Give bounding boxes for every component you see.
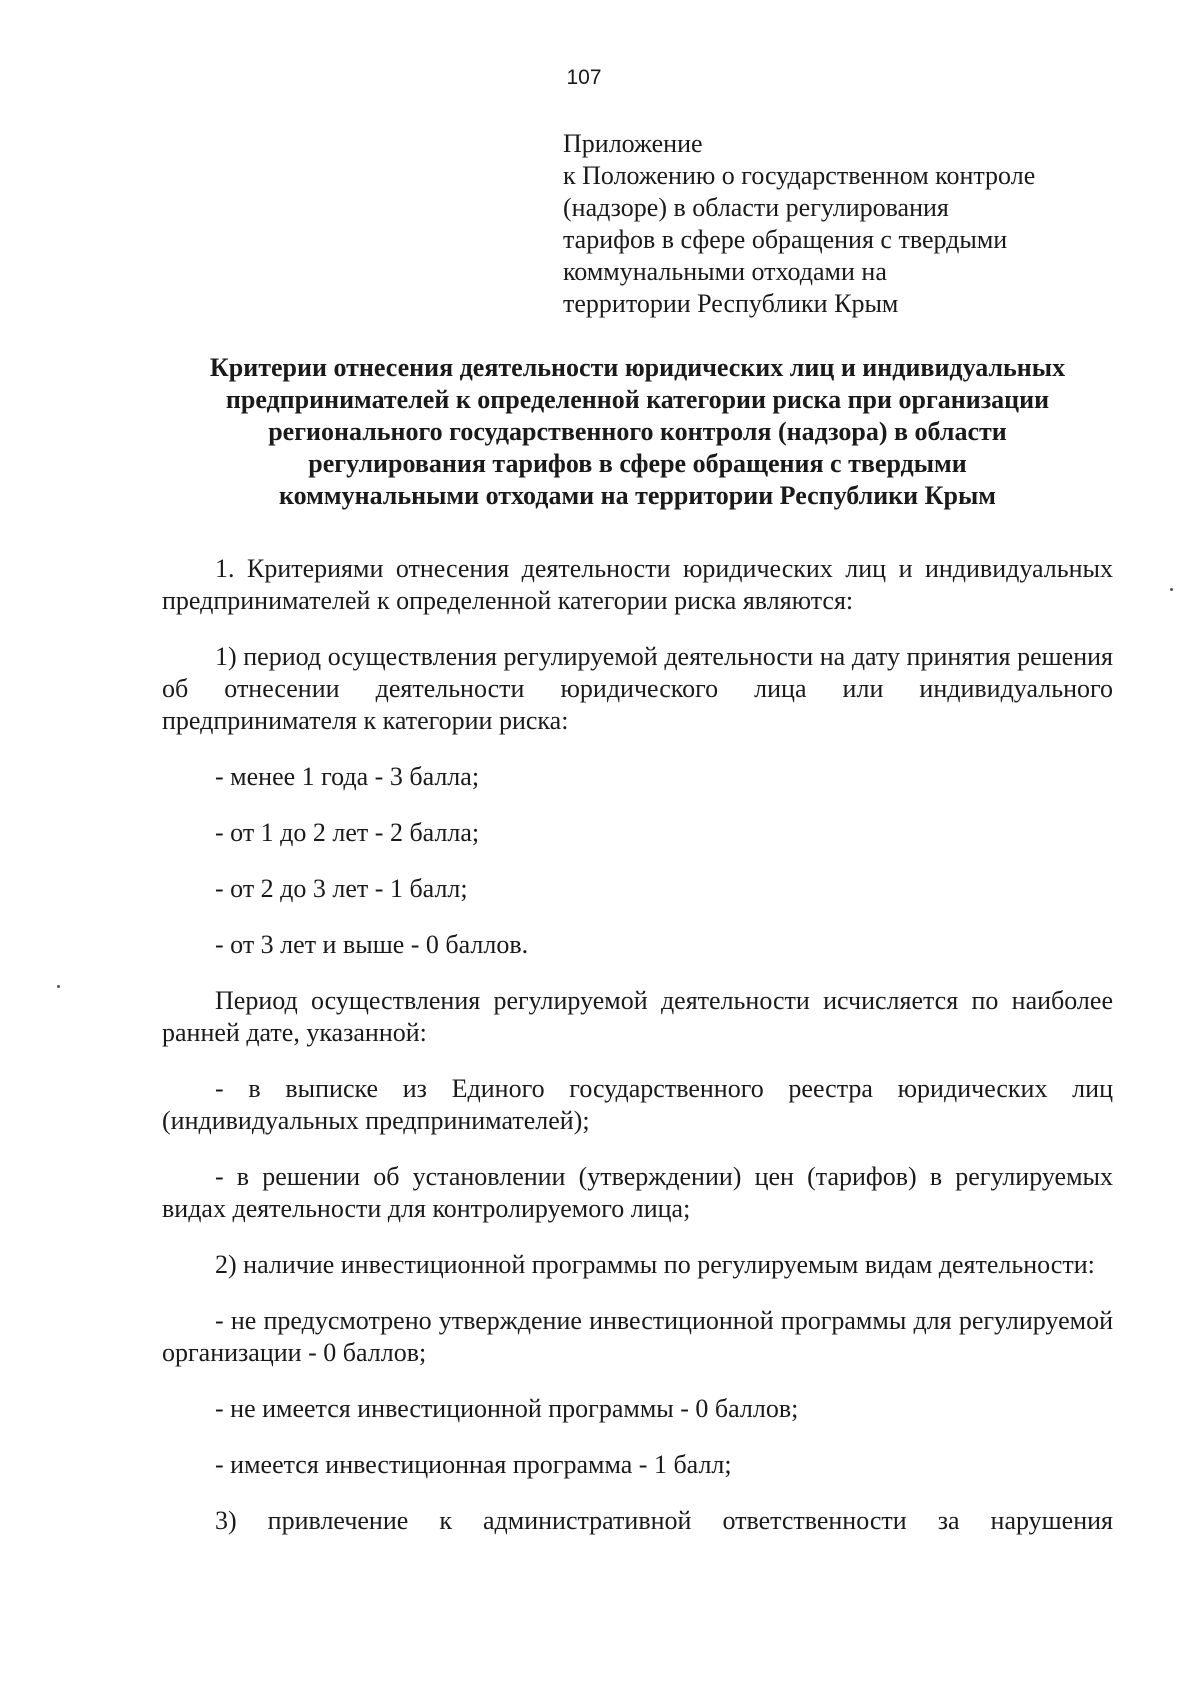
list-item-source: - в выписке из Единого государственного реестра юридических лиц (индивидуальных предпринимателей);: [162, 1074, 1113, 1135]
paragraph-criterion-1: 1) период осуществления регулируемой деятельности на дату принятия решения об отнесении деятельности юридического лица или индивидуального предпринимателя к категории риска:: [162, 642, 1113, 735]
title-line: регионального государственного контроля (надзора) в области: [268, 417, 1007, 446]
title-line: регулирования тарифов в сфере обращения с твердыми: [308, 449, 967, 478]
title-line: коммунальными отходами на территории Республики Крым: [279, 481, 996, 510]
appendix-line: коммунальными отходами на: [563, 257, 887, 286]
paragraph-criterion-2: 2) наличие инвестиционной программы по регулируемым видам деятельности:: [215, 1250, 1095, 1279]
scan-artifact: [57, 985, 60, 988]
paragraph-period-calc: Период осуществления регулируемой деятельности исчисляется по наиболее ранней дате, указанной:: [162, 986, 1113, 1047]
list-item-score: - имеется инвестиционная программа - 1 балл;: [215, 1450, 732, 1479]
title-line: предпринимателей к определенной категории риска при организации: [225, 385, 1050, 414]
scan-artifact: [1170, 588, 1173, 591]
list-item-score: - не имеется инвестиционной программы - 0 баллов;: [215, 1394, 799, 1423]
title-line: Критерии отнесения деятельности юридических лиц и индивидуальных: [209, 353, 1066, 382]
document-title: [160, 352, 1115, 512]
appendix-line: Приложение: [563, 129, 703, 158]
document-body: [162, 553, 1113, 1561]
paragraph-criterion-3: 3) привлечение к административной ответственности за нарушения: [215, 1506, 1113, 1535]
list-item-score: - менее 1 года - 3 балла;: [215, 762, 480, 791]
appendix-line: территории Республики Крым: [563, 289, 899, 318]
list-item-score: - от 2 до 3 лет - 1 балл;: [215, 874, 468, 903]
appendix-line: (надзоре) в области регулирования: [563, 193, 949, 222]
list-item-score: - от 1 до 2 лет - 2 балла;: [215, 818, 480, 847]
list-item-score: - не предусмотрено утверждение инвестиционной программы для регулируемой организации - 0 баллов;: [162, 1306, 1113, 1367]
page-number: 107: [566, 66, 602, 89]
appendix-header: [563, 128, 1163, 320]
paragraph-criteria-intro: 1. Критериями отнесения деятельности юридических лиц и индивидуальных предпринимателей к определенной категории риска являются:: [162, 554, 1113, 615]
appendix-line: к Положению о государственном контроле: [563, 161, 1036, 190]
list-item-source: - в решении об установлении (утверждении) цен (тарифов) в регулируемых видах деятельности для контролируемого лица;: [162, 1162, 1113, 1223]
appendix-line: тарифов в сфере обращения с твердыми: [563, 225, 1008, 254]
list-item-score: - от 3 лет и выше - 0 баллов.: [215, 930, 529, 959]
